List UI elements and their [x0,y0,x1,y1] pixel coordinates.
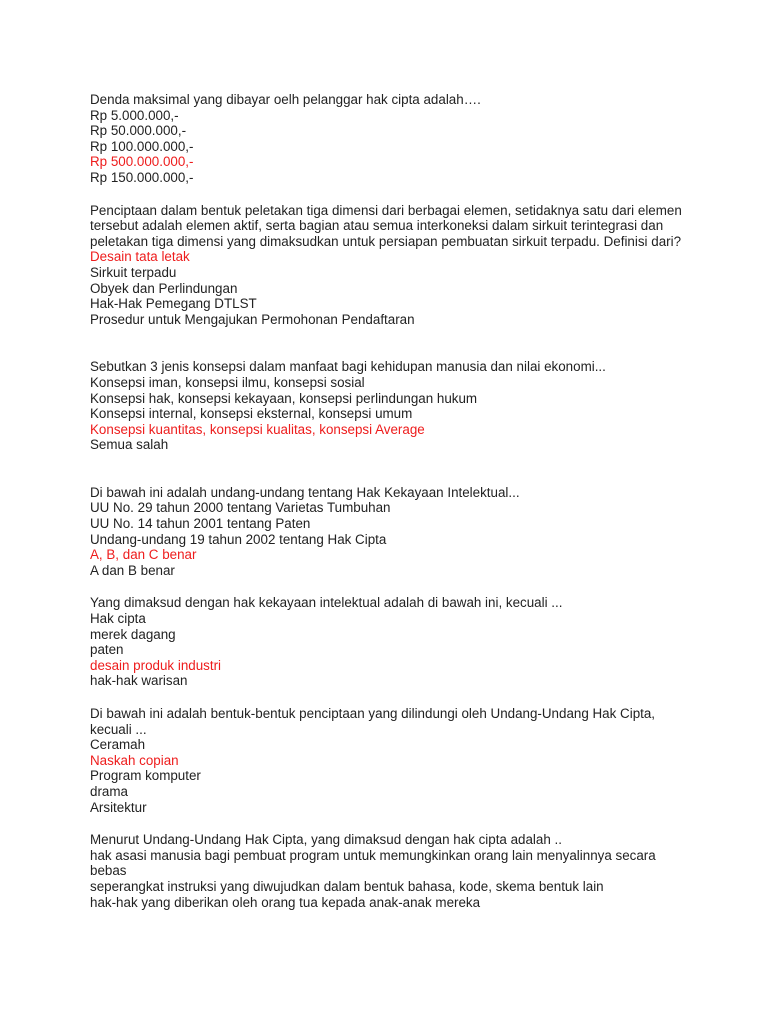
option: Ceramah [90,737,146,753]
option: Konsepsi iman, konsepsi ilmu, konsepsi sosial [90,374,365,390]
question-6 [90,706,690,815]
option-correct: Rp 500.000.000,- [90,154,194,170]
option: Rp 50.000.000,- [90,123,187,139]
option: merek dagang [90,626,176,642]
option-correct: desain produk industri [90,657,222,673]
question-prompt: Di bawah ini adalah bentuk-bentuk penciptaan yang dilindungi oleh Undang-Undang Hak Cipta, kecuali ... [90,706,656,737]
question-prompt: Penciptaan dalam bentuk peletakan tiga dimensi dari berbagai elemen, setidaknya satu dari elemen tersebut adalah elemen aktif, serta bagian atau semua interkoneksi dalam sirkuit terintegrasi dan peletakan tiga dimensi yang dimaksudkan untuk persiapan pembuatan sirkuit terpadu. Definisi dari? [90,202,682,249]
option-correct: A, B, dan C benar [90,547,197,563]
question-5 [90,595,690,689]
option: seperangkat instruksi yang diwujudkan dalam bentuk bahasa, kode, skema bentuk lain [90,878,604,894]
option: Rp 100.000.000,- [90,138,194,154]
option: Konsepsi internal, konsepsi eksternal, konsepsi umum [90,406,413,422]
question-2 [90,203,690,328]
option: UU No. 29 tahun 2000 tentang Varietas Tumbuhan [90,500,391,516]
question-prompt: Di bawah ini adalah undang-undang tentang Hak Kekayaan Intelektual... [90,484,520,500]
question-prompt: Denda maksimal yang dibayar oelh pelanggar hak cipta adalah…. [90,92,481,107]
option-correct: Desain tata letak [90,249,190,265]
option: Arsitektur [90,799,147,815]
option: UU No. 14 tahun 2001 tentang Paten [90,516,311,532]
option: hak asasi manusia bagi pembuat program untuk memungkinkan orang lain menyalinnya secara bebas [90,847,656,879]
option: Program komputer [90,768,201,784]
question-1 [90,92,690,186]
option: hak-hak warisan [90,673,188,689]
option: Prosedur untuk Mengajukan Permohonan Pendaftaran [90,311,415,327]
option: Rp 150.000.000,- [90,169,194,185]
option-correct: Naskah copian [90,752,179,768]
option: Hak cipta [90,611,146,627]
option-correct: Konsepsi kuantitas, konsepsi kualitas, konsepsi Average [90,421,425,437]
option: Konsepsi hak, konsepsi kekayaan, konsepsi perlindungan hukum [90,390,478,406]
option: Hak-Hak Pemegang DTLST [90,296,257,312]
option: Undang-undang 19 tahun 2002 tentang Hak Cipta [90,531,387,547]
option: A dan B benar [90,562,175,578]
option: Sirkuit terpadu [90,264,177,280]
question-prompt: Menurut Undang-Undang Hak Cipta, yang dimaksud dengan hak cipta adalah .. [90,832,562,848]
document-page [90,92,690,910]
question-3 [90,359,690,453]
question-prompt: Sebutkan 3 jenis konsepsi dalam manfaat bagi kehidupan manusia dan nilai ekonomi... [90,359,606,375]
option: hak-hak yang diberikan oleh orang tua kepada anak-anak mereka [90,894,481,910]
option: drama [90,783,128,799]
option: Semua salah [90,437,169,453]
question-7 [90,832,690,910]
option: paten [90,642,124,658]
option: Obyek dan Perlindungan [90,280,238,296]
question-prompt: Yang dimaksud dengan hak kekayaan intelektual adalah di bawah ini, kecuali ... [90,595,563,611]
option: Rp 5.000.000,- [90,107,179,123]
question-4 [90,485,690,579]
